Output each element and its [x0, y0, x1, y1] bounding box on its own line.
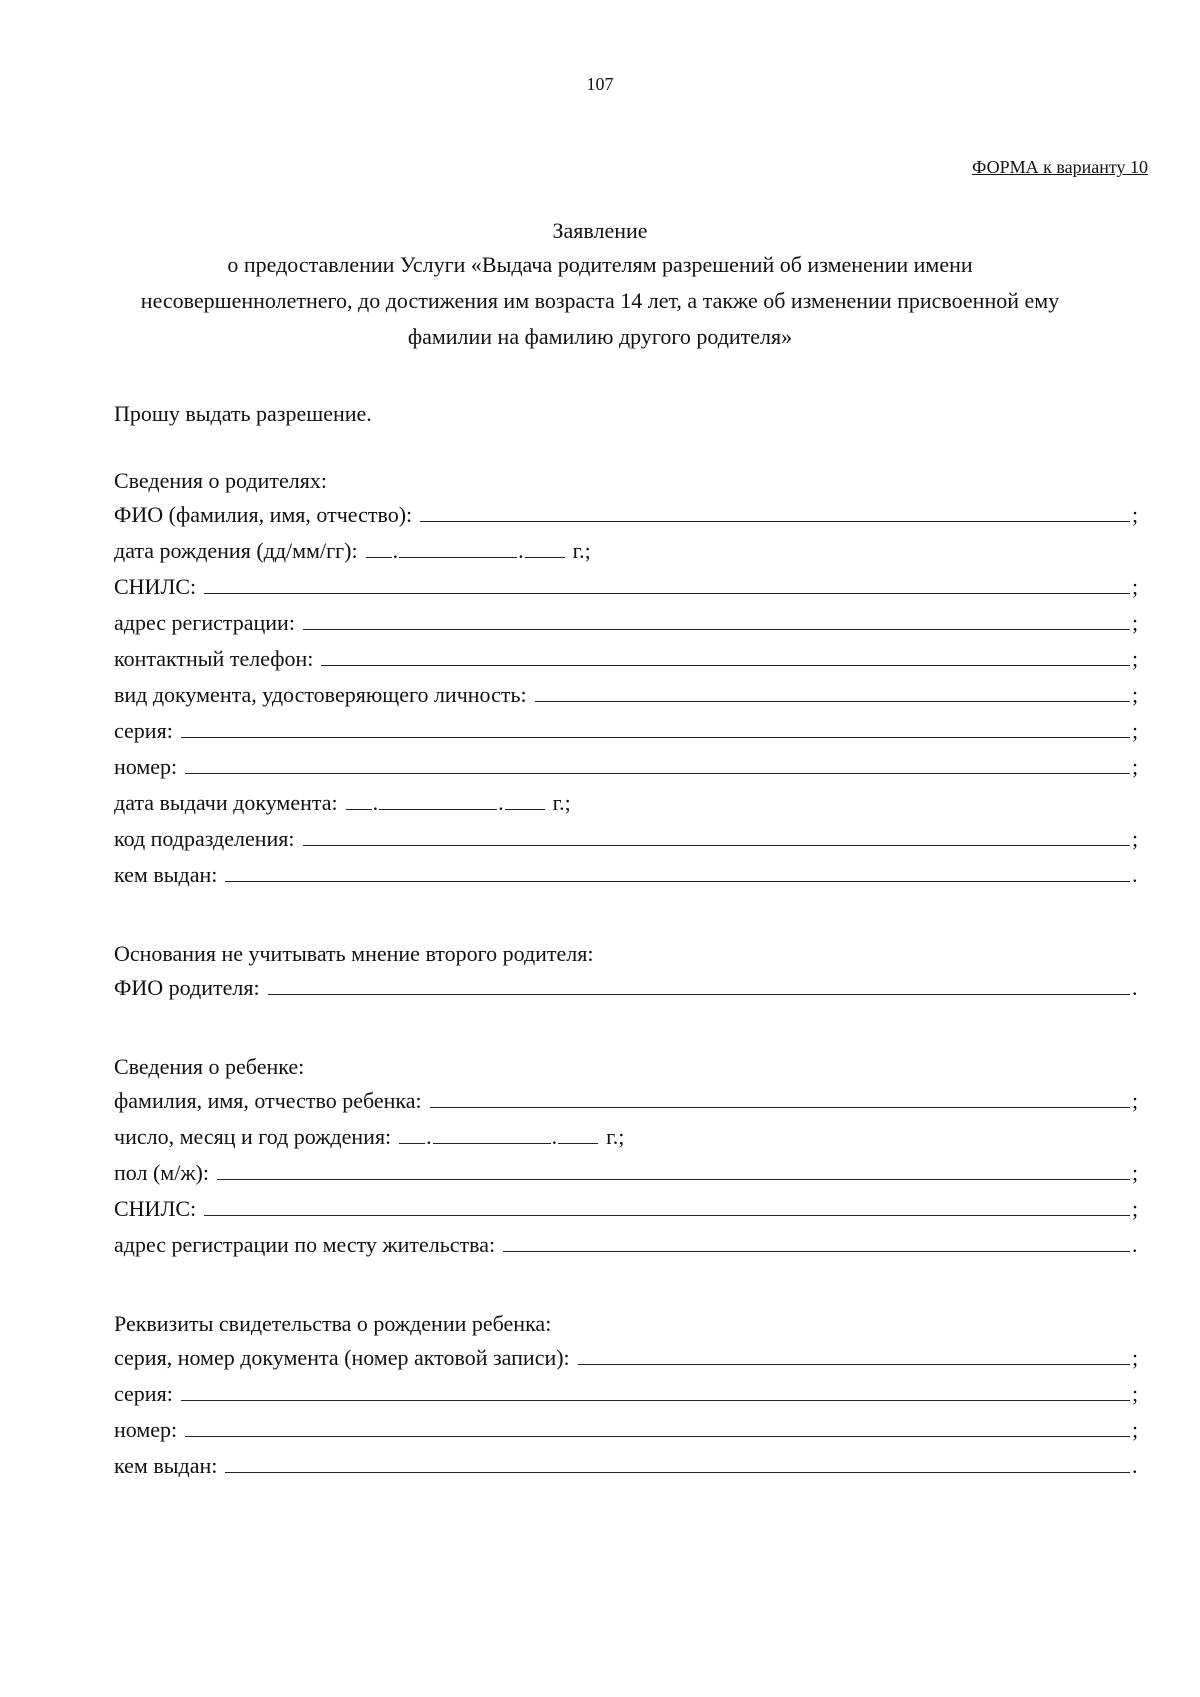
parent-birth-day-input-line[interactable]: [366, 557, 392, 558]
year-suffix: г.;: [572, 538, 591, 563]
period: .: [1132, 862, 1138, 887]
parent-phone-field: [114, 640, 1142, 670]
semicolon: ;: [1132, 1196, 1139, 1221]
parent-doc-issued-by-label: кем выдан:: [114, 862, 218, 887]
semicolon: ;: [1132, 610, 1139, 635]
date-separator: .: [518, 538, 524, 563]
document-title: Заявление: [552, 218, 648, 243]
parent-doc-issued-by-input-line[interactable]: [225, 881, 1130, 882]
certificate-series-label: серия:: [114, 1381, 173, 1406]
parent-fio-input-line[interactable]: [420, 521, 1130, 522]
parent-snils-field: [114, 568, 1142, 598]
semicolon: ;: [1132, 1345, 1139, 1370]
parent-doc-series-field: [114, 712, 1142, 742]
page-number: 107: [586, 74, 614, 94]
child-heading: Сведения о ребенке:: [114, 1054, 305, 1079]
grounds-parent-fio-label: ФИО родителя:: [114, 975, 260, 1000]
certificate-series-input-line[interactable]: [181, 1400, 1130, 1401]
certificate-number-field: [114, 1411, 1142, 1441]
date-separator: .: [372, 790, 379, 815]
child-fio-field: [114, 1082, 1142, 1112]
date-separator: .: [426, 1124, 432, 1149]
child-snils-input-line[interactable]: [204, 1215, 1130, 1216]
certificate-series-number-label: серия, номер документа (номер актовой записи):: [114, 1345, 570, 1370]
parent-doc-number-input-line[interactable]: [185, 773, 1130, 774]
parent-doc-issue-date-label: дата выдачи документа:: [114, 790, 338, 815]
document-subtitle-line-1: о предоставлении Услуги «Выдача родителям разрешений об изменении имени: [227, 252, 973, 277]
certificate-number-input-line[interactable]: [185, 1436, 1130, 1437]
parent-doc-series-label: серия:: [114, 718, 173, 743]
parent-id-doc-type-label: вид документа, удостоверяющего личность:: [114, 682, 527, 707]
semicolon: ;: [1132, 754, 1139, 779]
child-address-field: [114, 1226, 1142, 1256]
period: .: [1132, 1232, 1138, 1257]
certificate-series-number-input-line[interactable]: [578, 1364, 1130, 1365]
child-sex-field: [114, 1154, 1142, 1184]
child-sex-input-line[interactable]: [217, 1179, 1130, 1180]
period: .: [1132, 975, 1138, 1000]
semicolon: ;: [1132, 826, 1139, 851]
semicolon: ;: [1132, 1088, 1139, 1113]
certificate-series-number-field: [114, 1339, 1142, 1369]
parent-phone-input-line[interactable]: [321, 665, 1130, 666]
certificate-issued-by-field: [114, 1447, 1142, 1477]
parent-doc-issue-year-input-line[interactable]: [505, 809, 545, 810]
certificate-heading: Реквизиты свидетельства о рождении ребенка:: [114, 1311, 552, 1336]
parent-snils-label: СНИЛС:: [114, 574, 197, 599]
certificate-series-field: [114, 1375, 1142, 1405]
grounds-parent-fio-field: [114, 969, 1142, 999]
parent-birth-date-label: дата рождения (дд/мм/гг):: [114, 538, 358, 563]
child-snils-label: СНИЛС:: [114, 1196, 197, 1221]
parent-doc-issue-month-input-line[interactable]: [379, 809, 497, 810]
document-subtitle-line-3: фамилии на фамилию другого родителя»: [407, 324, 793, 349]
semicolon: ;: [1132, 718, 1139, 743]
parent-doc-series-input-line[interactable]: [181, 737, 1130, 738]
parent-doc-issued-by-field: [114, 856, 1142, 886]
semicolon: ;: [1132, 1160, 1139, 1185]
semicolon: ;: [1132, 682, 1139, 707]
parent-id-doc-type-input-line[interactable]: [535, 701, 1130, 702]
semicolon: ;: [1132, 1417, 1139, 1442]
grounds-parent-fio-input-line[interactable]: [268, 994, 1130, 995]
parent-snils-input-line[interactable]: [204, 593, 1130, 594]
semicolon: ;: [1132, 574, 1139, 599]
date-separator: .: [498, 790, 504, 815]
parent-division-code-label: код подразделения:: [114, 826, 295, 851]
certificate-number-label: номер:: [114, 1417, 178, 1442]
child-fio-input-line[interactable]: [430, 1107, 1130, 1108]
child-birth-date-field: [114, 1118, 624, 1148]
child-address-label: адрес регистрации по месту жительства:: [114, 1232, 496, 1257]
child-snils-field: [114, 1190, 1142, 1220]
parent-division-code-field: [114, 820, 1142, 850]
child-birth-month-input-line[interactable]: [433, 1143, 551, 1144]
parent-birth-month-input-line[interactable]: [399, 557, 517, 558]
parent-birth-year-input-line[interactable]: [525, 557, 565, 558]
date-separator: .: [551, 1124, 558, 1149]
parent-address-label: адрес регистрации:: [114, 610, 295, 635]
parent-fio-label: ФИО (фамилия, имя, отчество):: [114, 502, 413, 527]
date-separator: .: [392, 538, 399, 563]
certificate-issued-by-label: кем выдан:: [114, 1453, 218, 1478]
child-birth-date-label: число, месяц и год рождения:: [114, 1124, 392, 1149]
child-sex-label: пол (м/ж):: [114, 1160, 209, 1185]
semicolon: ;: [1132, 646, 1139, 671]
parent-doc-number-field: [114, 748, 1142, 778]
child-fio-label: фамилия, имя, отчество ребенка:: [114, 1088, 422, 1113]
parent-id-doc-type-field: [114, 676, 1142, 706]
parent-address-input-line[interactable]: [303, 629, 1130, 630]
child-birth-year-input-line[interactable]: [558, 1143, 598, 1144]
semicolon: ;: [1132, 1381, 1139, 1406]
form-label: ФОРМА к варианту 10: [972, 157, 1148, 177]
parents-heading: Сведения о родителях:: [114, 468, 327, 493]
parent-doc-number-label: номер:: [114, 754, 178, 779]
certificate-issued-by-input-line[interactable]: [225, 1472, 1130, 1473]
parent-address-field: [114, 604, 1142, 634]
document-subtitle-line-2: несовершеннолетнего, до достижения им возраста 14 лет, а также об изменении присвоенной ему: [140, 288, 1060, 313]
parent-division-code-input-line[interactable]: [303, 845, 1130, 846]
parent-phone-label: контактный телефон:: [114, 646, 314, 671]
parent-doc-issue-date-field: [114, 784, 571, 814]
period: .: [1132, 1453, 1138, 1478]
child-birth-day-input-line[interactable]: [399, 1143, 425, 1144]
request-text: Прошу выдать разрешение.: [114, 401, 372, 426]
parent-birth-date-field: [114, 532, 591, 562]
year-suffix: г.;: [552, 790, 571, 815]
child-address-input-line[interactable]: [503, 1251, 1130, 1252]
grounds-heading: Основания не учитывать мнение второго родителя:: [114, 941, 594, 966]
year-suffix: г.;: [606, 1124, 625, 1149]
parent-doc-issue-day-input-line[interactable]: [346, 809, 372, 810]
parent-fio-field: [114, 496, 1142, 526]
semicolon: ;: [1132, 502, 1139, 527]
